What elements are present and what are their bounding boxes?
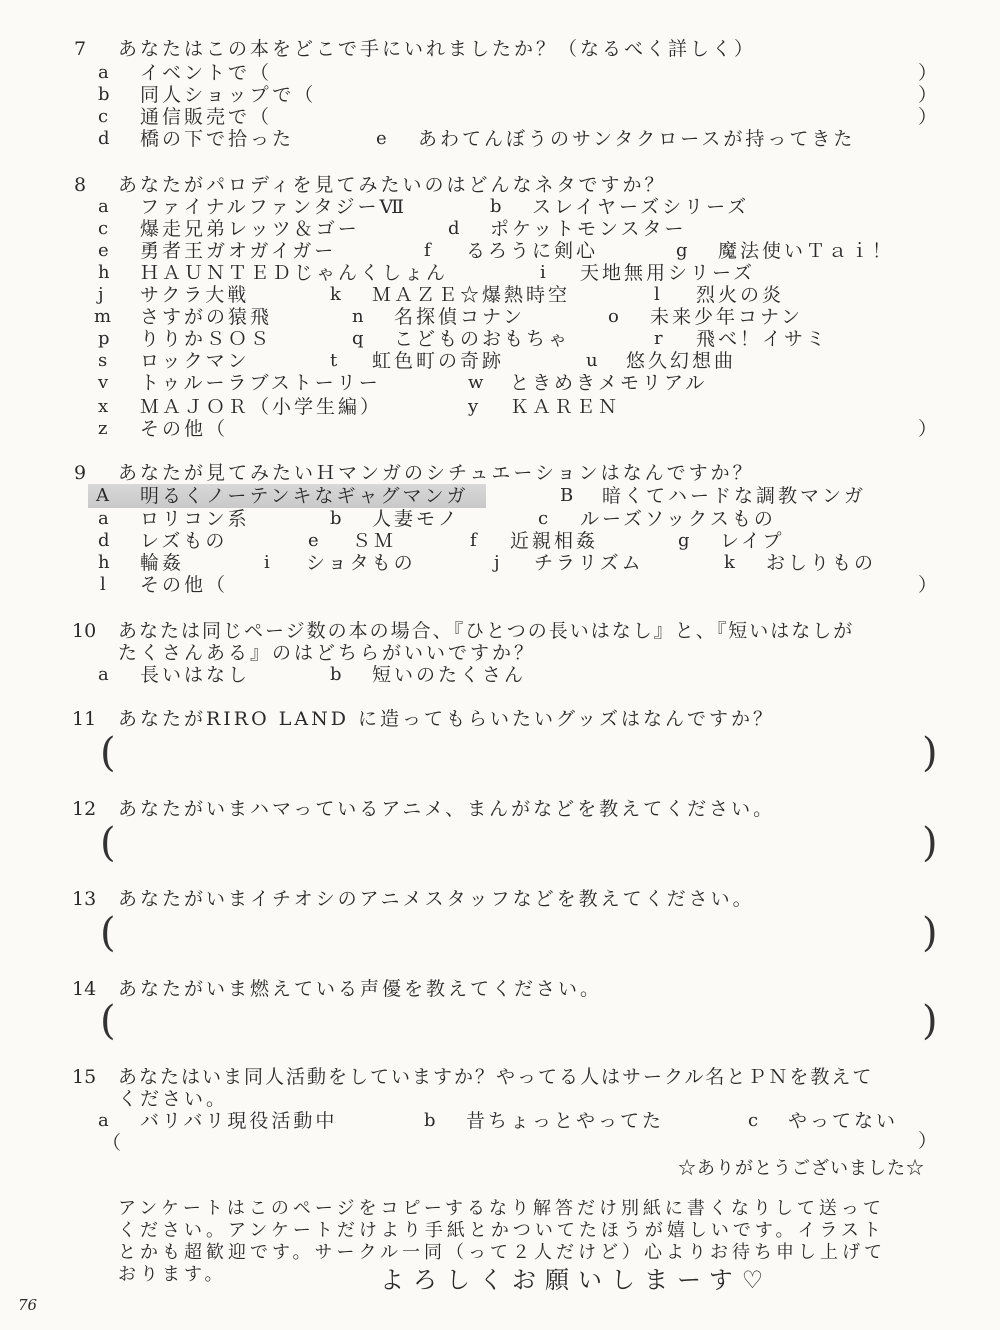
q14-number: 14 xyxy=(72,978,97,1000)
q8-option-letter: c xyxy=(98,218,109,239)
q8-option-letter: o xyxy=(608,306,619,327)
q7-b-option: 同人ショップで（ xyxy=(140,84,317,106)
q11-question: あなたがRIRO LAND に造ってもらいたいグッズはなんですか？ xyxy=(118,708,776,730)
q8-option-letter: n xyxy=(352,306,364,327)
q7-a-letter: a xyxy=(98,62,109,83)
q8-option-letter: p xyxy=(98,328,110,349)
q7-number: 7 xyxy=(74,38,87,60)
q9-option: 輪姦 xyxy=(140,552,185,574)
q9-option-letter: d xyxy=(98,530,110,551)
q8-option: さすがの猿飛 xyxy=(140,306,273,328)
q8-option-letter: s xyxy=(98,350,108,371)
thanks-text: ☆ありがとうございました☆ xyxy=(678,1158,925,1179)
q13-question: あなたがいまイチオシのアニメスタッフなどを教えてください。 xyxy=(118,888,755,910)
q8-option: 烈火の炎 xyxy=(696,284,785,306)
q15-b-letter: b xyxy=(424,1110,436,1131)
q15-a-letter: a xyxy=(98,1110,109,1131)
q9-option: その他（ xyxy=(140,574,229,596)
q8-number: 8 xyxy=(74,174,87,196)
q12-number: 12 xyxy=(72,798,97,820)
q10-question-line2: たくさんある』のはどちらがいいですか？ xyxy=(118,642,537,664)
q7-d-option: 橋の下で拾った xyxy=(140,128,295,150)
q7-e-letter: e xyxy=(376,128,387,149)
closing-line2: ください。アンケートだけより手紙とかついてたほうが嬉しいです。イラスト xyxy=(118,1220,885,1241)
closing-line3: とかも超歓迎です。サークル一同（って２人だけど）心よりお待ち申し上げて xyxy=(118,1242,887,1263)
q9-option: ＳＭ xyxy=(352,530,397,552)
q7-c-close: ） xyxy=(918,106,938,128)
q15-number: 15 xyxy=(72,1066,97,1088)
q8-option: ＭＡＺＥ☆爆熱時空 xyxy=(372,284,571,306)
q8-option: ＫＡＲＥＮ xyxy=(510,396,621,418)
q8-option-letter: h xyxy=(98,262,110,283)
q10-a-letter: a xyxy=(98,664,109,685)
q15-b-option: 昔ちょっとやってた xyxy=(466,1110,665,1132)
q9-option-letter: i xyxy=(264,552,270,573)
q8-option: ＨＡＵＮＴＥＤじゃんくしょん xyxy=(140,262,449,284)
q8-option: 勇者王ガオガイガー xyxy=(140,240,337,262)
q15-a-option: バリバリ現役活動中 xyxy=(140,1110,338,1132)
q8-option-letter: r xyxy=(654,328,663,349)
q9-option-letter: l xyxy=(100,574,106,595)
q9-question: あなたが見てみたいＨマンガのシチュエーションはなんですか？ xyxy=(118,462,755,484)
q9-option: チラリズム xyxy=(534,552,644,574)
q8-option-letter: u xyxy=(586,350,598,371)
q7-c-letter: c xyxy=(98,106,109,127)
q8-option: 爆走兄弟レッツ＆ゴー xyxy=(140,218,360,240)
q8-option-letter: b xyxy=(490,196,502,217)
q8-option: ポケットモンスター xyxy=(490,218,687,240)
q15-answer-open: （ xyxy=(102,1132,122,1154)
q12-answer-open: ( xyxy=(100,820,116,866)
q8-option: 悠久幻想曲 xyxy=(626,350,737,372)
q9-option-letter: g xyxy=(678,530,690,551)
q14-answer-open: ( xyxy=(100,998,116,1044)
q12-answer-close: ) xyxy=(922,820,938,866)
q8-option-letter: w xyxy=(468,372,484,393)
q13-answer-close: ) xyxy=(922,910,938,956)
q7-a-option: イベントで（ xyxy=(140,62,273,84)
q9-option: ロリコン系 xyxy=(140,508,250,530)
q8-option-letter: x xyxy=(98,396,109,417)
q10-b-option: 短いのたくさん xyxy=(372,664,527,686)
q12-question: あなたがいまハマっているアニメ、まんがなどを教えてください。 xyxy=(118,798,776,820)
q8-option-letter: i xyxy=(540,262,546,283)
q8-option: 虹色町の奇跡 xyxy=(372,350,505,372)
q13-number: 13 xyxy=(72,888,97,910)
q8-option: その他（ xyxy=(140,418,229,440)
q8-option: 魔法使いＴａｉ！ xyxy=(718,240,895,262)
q9-option: ルーズソックスもの xyxy=(580,508,776,530)
q8-option-letter: g xyxy=(676,240,688,261)
q8-option-letter: y xyxy=(468,396,479,417)
page-number: 76 xyxy=(18,1296,38,1314)
q14-answer-close: ) xyxy=(922,998,938,1044)
q10-question-line1: あなたは同じページ数の本の場合、『ひとつの長いはなし』と、『短いはなしが xyxy=(118,620,855,642)
q9-A-letter: A xyxy=(96,485,109,506)
q8-option: ロックマン xyxy=(140,350,250,372)
q9-option-letter: j xyxy=(494,552,500,573)
q7-e-option: あわてんぼうのサンタクロースが持ってきた xyxy=(418,128,856,150)
q8-option-letter: d xyxy=(448,218,460,239)
q9-option-letter: f xyxy=(470,530,477,551)
q13-answer-open: ( xyxy=(100,910,116,956)
q15-c-letter: c xyxy=(748,1110,759,1131)
q8-option: るろうに剣心 xyxy=(466,240,599,262)
q8-option: こどものおもちゃ xyxy=(394,328,571,350)
q8-option-letter: j xyxy=(98,284,104,305)
q9-option: 人妻モノ xyxy=(372,508,460,530)
closing-line1: アンケートはこのページをコピーするなり解答だけ別紙に書くなりして送って xyxy=(118,1198,885,1219)
q11-number: 11 xyxy=(72,708,97,730)
q8-option: サクラ大戦 xyxy=(140,284,250,306)
q9-l-close: ） xyxy=(918,574,938,596)
q14-question: あなたがいま燃えている声優を教えてください。 xyxy=(118,978,603,1000)
q9-option: レズもの xyxy=(140,530,228,552)
q9-option: ショタもの xyxy=(306,552,416,574)
q9-A-option: 明るくノーテンキなギャグマンガ xyxy=(140,485,469,507)
q15-c-option: やってない xyxy=(788,1110,899,1132)
q7-c-option: 通信販売で（ xyxy=(140,106,273,128)
q9-option-letter: e xyxy=(308,530,319,551)
q8-option-letter: e xyxy=(98,240,109,261)
q8-option-letter: k xyxy=(330,284,341,305)
q9-option-letter: k xyxy=(724,552,735,573)
q8-option: りりかＳＯＳ xyxy=(140,328,273,350)
q8-option-letter: f xyxy=(424,240,431,261)
q8-option: ファイナルファンタジーⅦ xyxy=(140,196,408,218)
q8-option-letter: l xyxy=(654,284,660,305)
q9-option-letter: a xyxy=(98,508,109,529)
q8-option-letter: a xyxy=(98,196,109,217)
closing-yoroshiku: よろしくお願いしまーす♡ xyxy=(380,1266,773,1294)
q11-answer-close: ) xyxy=(922,730,938,776)
q8-option-letter: t xyxy=(330,350,338,371)
q9-option-letter: h xyxy=(98,552,110,573)
q8-z-close: ） xyxy=(918,418,938,440)
q10-a-option: 長いはなし xyxy=(140,664,251,686)
q8-option: ときめきメモリアル xyxy=(510,372,708,394)
q7-b-letter: b xyxy=(98,84,110,105)
q7-b-close: ） xyxy=(918,84,938,106)
q8-option: 未来少年コナン xyxy=(650,306,804,328)
q15-answer-close: ） xyxy=(918,1130,938,1152)
q15-question-line2: ください。 xyxy=(118,1088,229,1110)
q8-option: スレイヤーズシリーズ xyxy=(532,196,750,218)
q8-question: あなたがパロディを見てみたいのはどんなネタですか？ xyxy=(118,174,667,196)
q7-d-letter: d xyxy=(98,128,110,149)
q8-option-letter: v xyxy=(98,372,109,393)
q9-option: 近親相姦 xyxy=(510,530,599,552)
q8-option-letter: m xyxy=(94,306,112,327)
q8-option: 天地無用シリーズ xyxy=(580,262,756,284)
q9-option: レイプ xyxy=(720,530,785,552)
q15-question-line1: あなたはいま同人活動をしていますか？やってる人はサークル名とＰＮを教えて xyxy=(118,1066,874,1088)
q11-answer-open: ( xyxy=(100,730,116,776)
q9-option-letter: b xyxy=(330,508,342,529)
q9-B-letter: B xyxy=(560,485,574,506)
q8-option: トゥルーラブストーリー xyxy=(140,372,381,394)
q7-question: あなたはこの本をどこで手にいれましたか？（なるべく詳しく） xyxy=(118,38,757,60)
q8-option: 名探偵コナン xyxy=(394,306,526,328)
q8-option-letter: q xyxy=(352,328,364,349)
q7-a-close: ） xyxy=(918,62,938,84)
q9-B-option: 暗くてハードな調教マンガ xyxy=(602,485,867,507)
q8-option: ＭＡＪＯＲ（小学生編） xyxy=(140,396,383,418)
q10-number: 10 xyxy=(72,620,97,642)
q9-option: おしりもの xyxy=(766,552,877,574)
q9-option-letter: c xyxy=(538,508,549,529)
q9-number: 9 xyxy=(74,462,87,484)
q8-option-letter: z xyxy=(98,418,108,439)
q10-b-letter: b xyxy=(330,664,342,685)
q8-option: 飛べ！イサミ xyxy=(696,328,829,350)
closing-line4: おります。 xyxy=(118,1264,227,1285)
